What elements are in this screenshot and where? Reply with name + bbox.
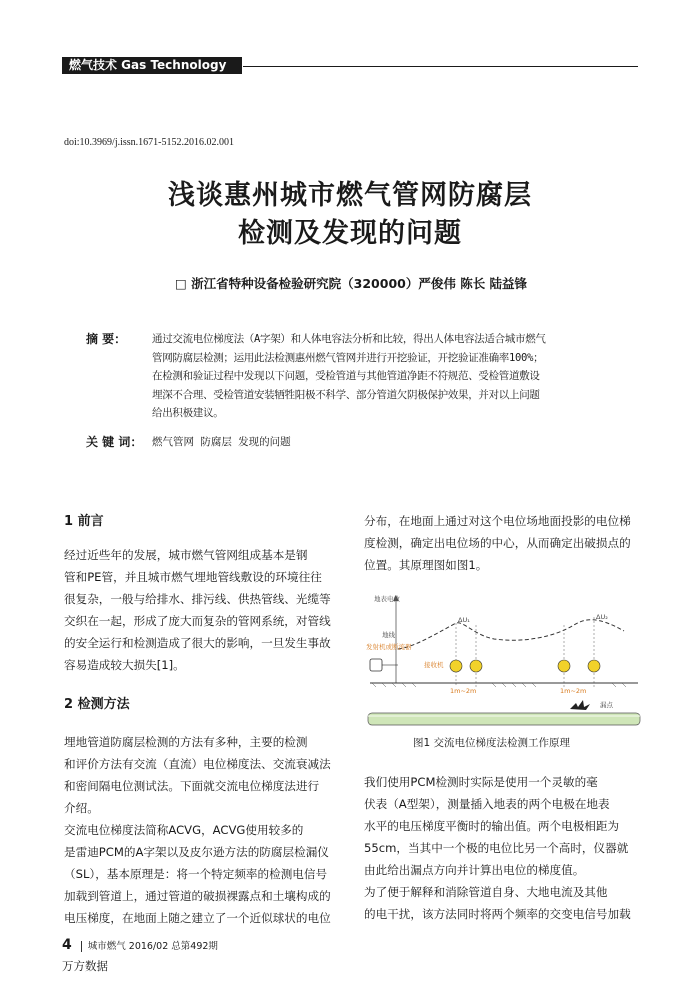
paragraph-line: 很复杂，一般与给排水、排污线、供热管线、光缆等 bbox=[64, 592, 331, 606]
paragraph-line: 的安全运行和检测造成了很大的影响，一旦发生事故 bbox=[64, 636, 331, 650]
figure-1-diagram bbox=[364, 585, 644, 730]
section-2-heading: 2 检测方法 bbox=[64, 697, 130, 712]
paragraph-line: 交流电位梯度法简称ACVG，ACVG使用较多的 bbox=[64, 823, 304, 837]
abstract-line: 埋深不合理、受检管道安装牺牲阳极不科学、部分管道欠阴极保护效果，并对以上问题 bbox=[152, 388, 540, 401]
paragraph-line: 交织在一起，形成了庞大而复杂的管网系统，对管线 bbox=[64, 614, 331, 628]
paragraph-line: 和评价方法有交流（直流）电位梯度法、交流衰减法 bbox=[64, 757, 331, 771]
abstract-line: 给出积极建议。 bbox=[152, 407, 224, 419]
page-number: 4 bbox=[62, 937, 72, 953]
pipeline bbox=[368, 713, 640, 725]
section-1-body bbox=[64, 544, 350, 676]
paragraph-line: 的电干扰，该方法同时将两个频率的交变电信号加载 bbox=[364, 907, 631, 921]
paragraph-line: 和密间隔电位测试法。下面就交流电位梯度法进行 bbox=[64, 779, 320, 793]
receiver-probe-icon bbox=[470, 660, 482, 672]
paragraph-line: 介绍。 bbox=[64, 801, 99, 815]
ground-potential-label: 地表电位 bbox=[374, 595, 400, 603]
abstract-line: 管网防腐层检测；运用此法检测惠州燃气管网并进行开挖验证，开挖验证准确率100%； bbox=[152, 351, 544, 364]
abstract-label: 摘 要： bbox=[86, 332, 127, 346]
paragraph-line: 加载到管道上，通过管道的破损裸露点和土壤构成的 bbox=[64, 889, 331, 903]
header-rule bbox=[243, 66, 638, 67]
paragraph-line: 经过近些年的发展，城市燃气管网组成基本是钢 bbox=[64, 548, 308, 562]
doi: doi:10.3969/j.issn.1671-5152.2016.02.001 bbox=[64, 137, 235, 148]
receiver-probe-icon bbox=[558, 660, 570, 672]
paragraph-line: 由此给出漏点方向并计算出电位的梯度值。 bbox=[364, 863, 585, 877]
paragraph-line: 水平的电压梯度平衡时的输出值。两个电极相距为 bbox=[364, 819, 620, 833]
paragraph-line: 容易造成较大损失[1]。 bbox=[64, 658, 185, 672]
right-column-intro bbox=[364, 510, 644, 576]
paragraph-line: 电压梯度，在地面上随之建立了一个近似球状的电位 bbox=[64, 911, 331, 925]
page-footer bbox=[62, 937, 218, 953]
receiver-probe-icon bbox=[588, 660, 600, 672]
paragraph-line: 是雷迪PCM的A字架以及皮尔逊方法的防腐层检漏仪 bbox=[64, 845, 329, 859]
receiver-probe-icon bbox=[450, 660, 462, 672]
article-title-line2: 检测及发现的问题 bbox=[238, 218, 462, 249]
paragraph-line: （SL），基本原理是：将一个特定频率的检测电信号 bbox=[64, 867, 328, 881]
ground-wire-label: 地线 bbox=[382, 631, 395, 639]
authors: □ 浙江省特种设备检验研究院（320000）严俊伟 陈长 陆益锋 bbox=[175, 276, 528, 291]
span-label-1: 1m~2m bbox=[450, 687, 477, 695]
paragraph-line: 55cm，当其中一个极的电位比另一个高时，仪器就 bbox=[364, 841, 629, 855]
article-title-line1: 浅谈惠州城市燃气管网防腐层 bbox=[168, 180, 532, 211]
journal-section-tag: 燃气技术 Gas Technology bbox=[62, 57, 242, 74]
section-1-heading: 1 前言 bbox=[64, 514, 104, 529]
leak-burst-icon bbox=[570, 700, 590, 710]
journal-issue: 城市燃气 2016/02 总第492期 bbox=[81, 941, 218, 952]
leak-label: 漏点 bbox=[600, 701, 613, 709]
keywords-text: 燃气管网 防腐层 发现的问题 bbox=[152, 436, 291, 448]
paragraph-line: 埋地管道防腐层检测的方法有多种，主要的检测 bbox=[64, 735, 308, 749]
receiver-label: 接收机 bbox=[424, 661, 444, 669]
potential-curve bbox=[398, 620, 624, 649]
figure-1-caption: 图1 交流电位梯度法检测工作原理 bbox=[413, 737, 571, 749]
watermark-text: 万方数据 bbox=[62, 959, 108, 973]
keywords-label: 关 键 词： bbox=[86, 435, 143, 449]
paragraph-line: 为了便于解释和消除管道自身、大地电流及其他 bbox=[364, 885, 608, 899]
paragraph-line: 分布，在地面上通过对这个电位场地面投影的电位梯 bbox=[364, 514, 631, 528]
abstract-line: 通过交流电位梯度法（A字架）和人体电容法分析和比较，得出人体电容法适合城市燃气 bbox=[152, 333, 546, 345]
section-2-body bbox=[64, 731, 350, 929]
transmitter-label: 发射机或断流器 bbox=[366, 643, 412, 651]
delta-u2-label: ΔU₂ bbox=[596, 613, 608, 621]
paragraph-line: 位置。其原理图如图1。 bbox=[364, 558, 488, 572]
right-column-body bbox=[364, 771, 644, 925]
delta-u1-label: ΔU₁ bbox=[458, 616, 470, 624]
ground-hatch bbox=[372, 683, 626, 687]
paragraph-line: 我们使用PCM检测时实际是使用一个灵敏的毫 bbox=[364, 775, 598, 789]
paragraph-line: 伏表（A型架），测量插入地表的两个电极在地表 bbox=[364, 797, 610, 811]
abstract-line: 在检测和验证过程中发现以下问题，受检管道与其他管道净距不符规范、受检管道敷设 bbox=[152, 370, 540, 382]
transmitter-icon bbox=[370, 659, 382, 671]
span-label-2: 1m~2m bbox=[560, 687, 587, 695]
paragraph-line: 度检测，确定出电位场的中心，从而确定出破损点的 bbox=[364, 536, 631, 550]
abstract-body bbox=[152, 330, 622, 423]
paragraph-line: 管和PE管，并且城市燃气埋地管线敷设的环境往往 bbox=[64, 570, 322, 584]
